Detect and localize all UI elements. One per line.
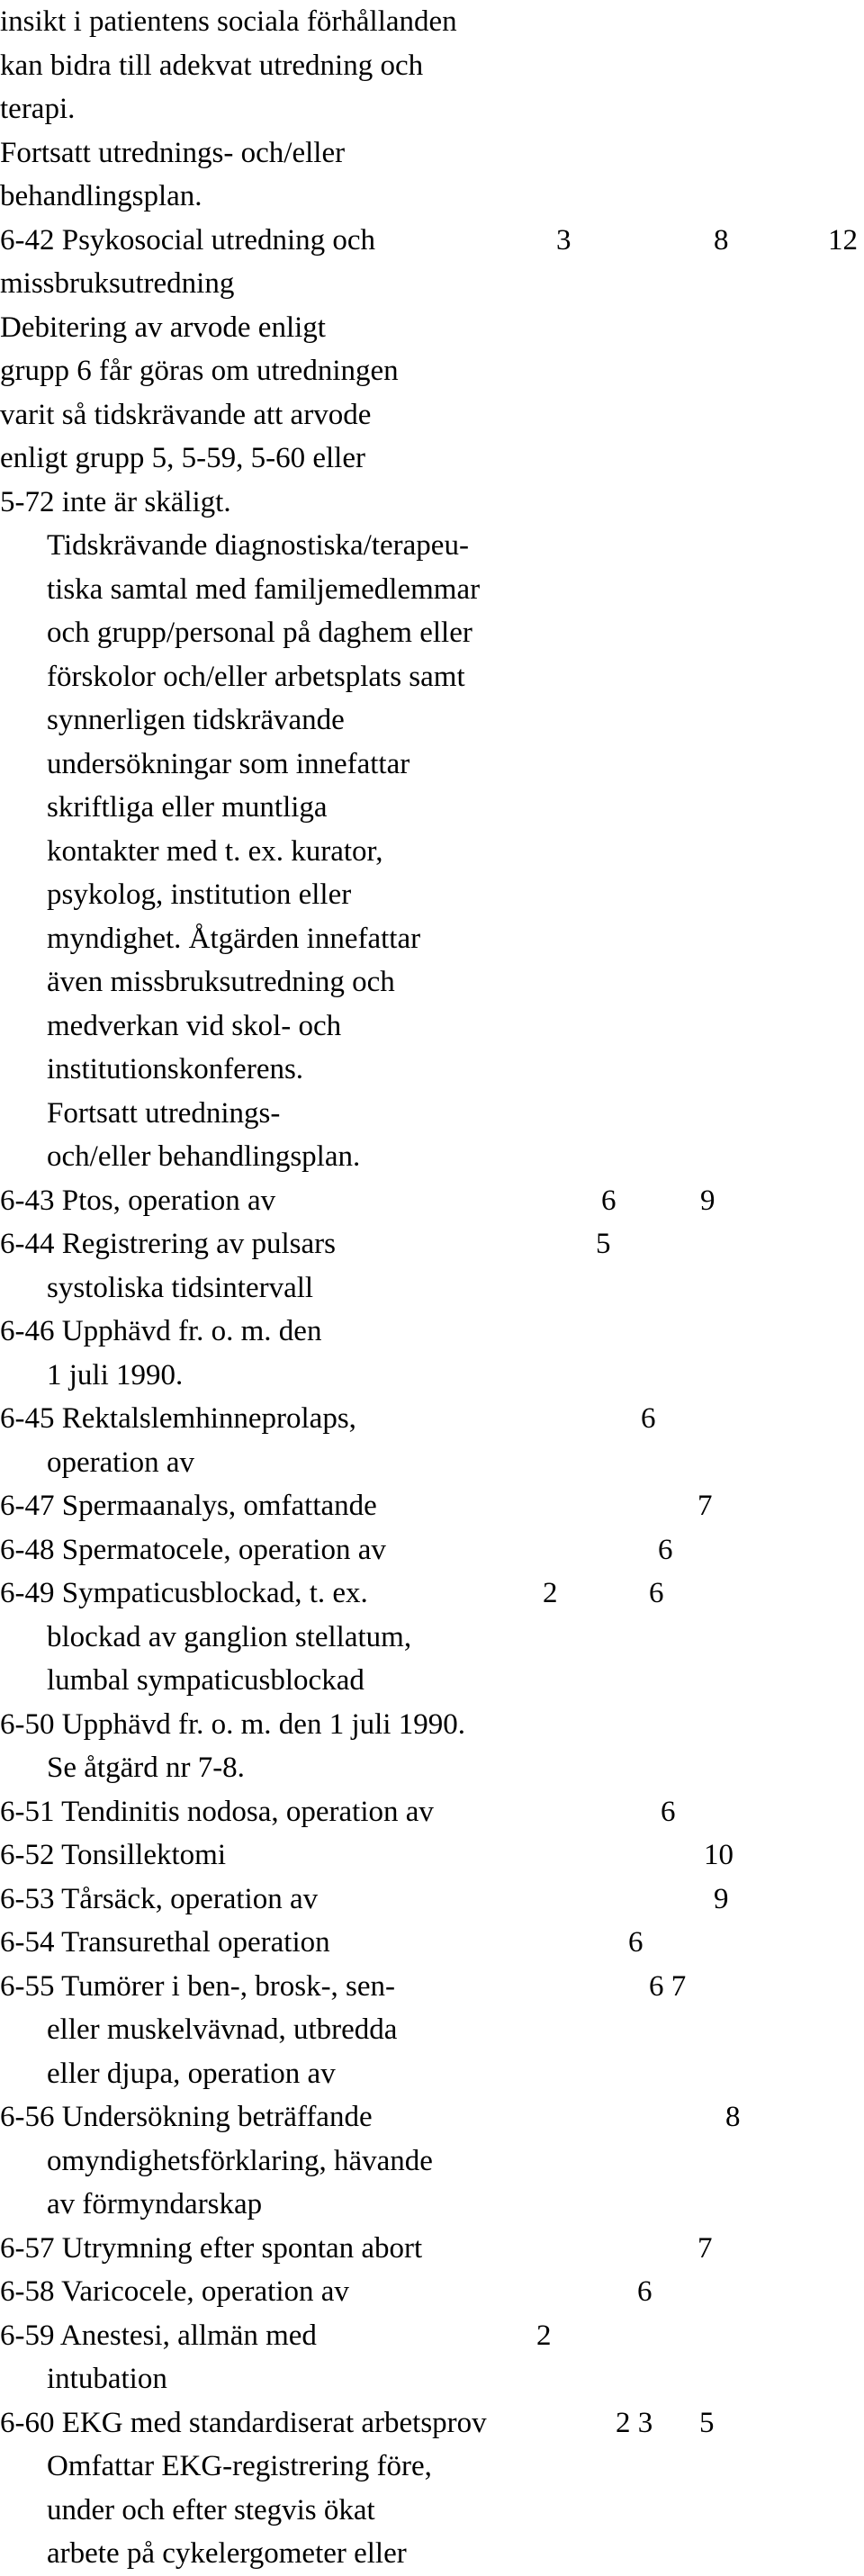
text-line: 6-48 Spermatocele, operation av [0, 1533, 386, 1566]
text-line: 6-57 Utrymning efter spontan abort [0, 2231, 423, 2265]
text-line: 1 juli 1990. [47, 1358, 184, 1392]
text-line: Debitering av arvode enligt [0, 311, 326, 344]
fee-group-value: 6 [601, 1184, 616, 1217]
text-line: 6-51 Tendinitis nodosa, operation av [0, 1795, 434, 1828]
text-line: operation av [47, 1446, 195, 1479]
fee-group-value: 5 [699, 2406, 715, 2439]
text-line: arbete på cykelergometer eller [47, 2537, 407, 2570]
fee-group-value: 9 [714, 1882, 729, 1915]
text-line: blockad av ganglion stellatum, [47, 1620, 412, 1653]
text-line: eller djupa, operation av [47, 2057, 336, 2090]
fee-group-value: 9 [700, 1184, 716, 1217]
text-line: intubation [47, 2363, 167, 2395]
text-line: 6-42 Psykosocial utredning och [0, 223, 376, 257]
fee-group-value: 6 [661, 1795, 676, 1828]
text-line: lumbal sympaticusblockad [47, 1664, 364, 1697]
text-line: varit så tidskrävande att arvode [0, 398, 372, 431]
text-line: 6-56 Undersökning beträffande [0, 2101, 373, 2133]
text-line: myndighet. Åtgärden innefattar [47, 922, 421, 955]
text-line: 6-55 Tumörer i ben-, brosk-, sen- [0, 1969, 396, 2003]
text-line: 6-45 Rektalslemhinneprolaps, [0, 1402, 356, 1435]
text-line: 6-50 Upphävd fr. o. m. den 1 juli 1990. [0, 1707, 465, 1741]
text-line: 6-58 Varicocele, operation av [0, 2275, 349, 2308]
text-line: Fortsatt utrednings- och/eller [0, 136, 346, 169]
text-line: Se åtgärd nr 7-8. [47, 1752, 245, 1784]
fee-group-value: 2 [536, 2319, 552, 2352]
text-line: eller muskelvävnad, utbredda [47, 2013, 398, 2046]
text-line: under och efter stegvis ökat [47, 2493, 375, 2526]
text-line: insikt i patientens sociala förhållanden [0, 5, 457, 38]
text-line: enligt grupp 5, 5-59, 5-60 eller [0, 442, 365, 474]
text-line: 6-49 Sympaticusblockad, t. ex. [0, 1577, 368, 1609]
fee-group-value: 2 [543, 1577, 558, 1609]
fee-group-value: 6 [658, 1533, 673, 1566]
text-line: institutionskonferens. [47, 1053, 304, 1085]
text-line: omyndighetsförklaring, hävande [47, 2144, 433, 2177]
fee-group-value: 8 [725, 2101, 741, 2133]
fee-group-value: 7 [698, 2231, 713, 2265]
fee-group-value: 3 [556, 223, 572, 257]
text-line: 6-53 Tårsäck, operation av [0, 1882, 319, 1915]
text-line: 6-60 EKG med standardiserat arbetsprov [0, 2406, 487, 2439]
fee-group-value: 6 [637, 2275, 652, 2308]
text-line: kan bidra till adekvat utredning och [0, 49, 424, 82]
fee-group-value: 2 3 [616, 2406, 653, 2439]
text-line: undersökningar som innefattar [47, 747, 410, 780]
text-line: grupp 6 får göras om utredningen [0, 355, 399, 387]
text-line: synnerligen tidskrävande [47, 704, 345, 736]
text-line: av förmyndarskap [47, 2188, 263, 2220]
text-line: förskolor och/eller arbetsplats samt [47, 660, 465, 693]
text-line: även missbruksutredning och [47, 966, 395, 998]
fee-group-value: 10 [704, 1839, 734, 1871]
text-line: 6-54 Transurethal operation [0, 1926, 330, 1959]
text-line: 5-72 inte är skäligt. [0, 485, 231, 518]
fee-group-value: 5 [596, 1228, 611, 1260]
text-line: 6-47 Spermaanalys, omfattande [0, 1490, 377, 1522]
text-line: missbruksutredning [0, 267, 235, 300]
text-line: 6-44 Registrering av pulsars [0, 1228, 337, 1260]
text-line: Tidskrävande diagnostiska/terapeu- [47, 529, 469, 562]
text-line: Omfattar EKG-registrering före, [47, 2450, 432, 2482]
text-line: systoliska tidsintervall [47, 1271, 314, 1304]
fee-group-value: 6 [628, 1926, 644, 1959]
text-line: psykolog, institution eller [47, 878, 352, 911]
text-line: 6-43 Ptos, operation av [0, 1184, 276, 1217]
text-line: 6-46 Upphävd fr. o. m. den [0, 1315, 322, 1347]
text-line: behandlingsplan. [0, 180, 202, 212]
fee-group-value: 7 [698, 1490, 713, 1522]
text-line: 6-52 Tonsillektomi [0, 1839, 226, 1871]
text-line: terapi. [0, 93, 76, 125]
fee-group-value: 6 [641, 1402, 656, 1435]
text-line: skriftliga eller muntliga [47, 791, 328, 824]
fee-group-value: 6 7 [649, 1969, 687, 2003]
fee-group-value: 8 [714, 223, 729, 257]
text-line: Fortsatt utrednings- [47, 1096, 281, 1130]
text-line: tiska samtal med familjemedlemmar [47, 572, 481, 606]
fee-group-value: 6 [649, 1577, 664, 1609]
text-line: 6-59 Anestesi, allmän med [0, 2319, 317, 2352]
text-line: medverkan vid skol- och [47, 1009, 342, 1042]
text-line: kontakter med t. ex. kurator, [47, 834, 383, 868]
text-line: och grupp/personal på daghem eller [47, 617, 472, 649]
fee-group-value: 12 [828, 223, 858, 257]
text-line: och/eller behandlingsplan. [47, 1140, 361, 1173]
